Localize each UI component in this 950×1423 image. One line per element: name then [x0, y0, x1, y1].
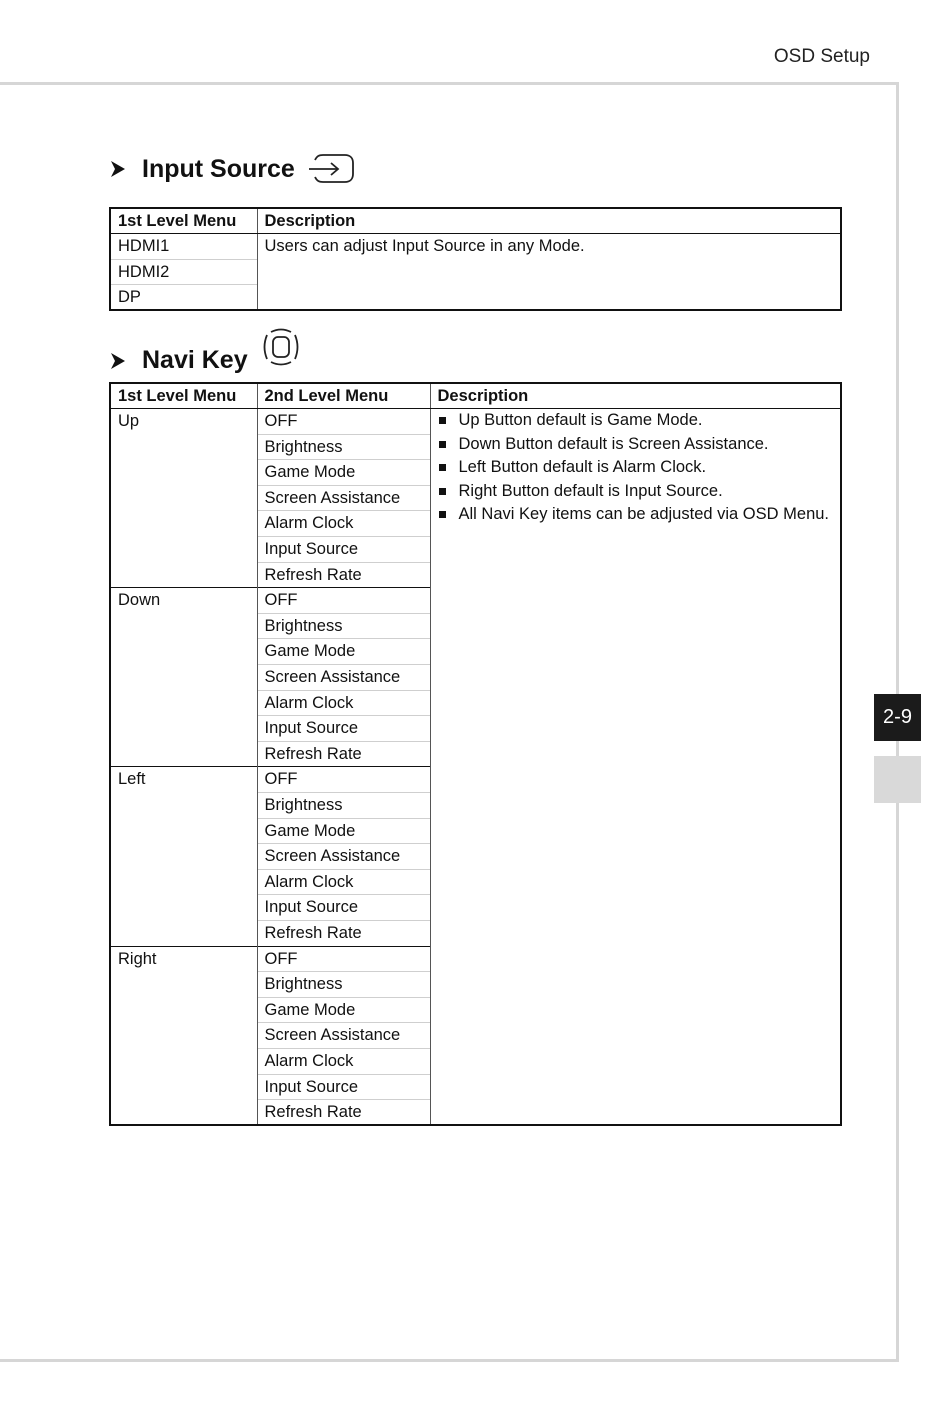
navi-key-option: Alarm Clock [257, 690, 430, 716]
navi-key-option: Input Source [257, 537, 430, 563]
navi-key-option: Refresh Rate [257, 1100, 430, 1126]
chevron-right-icon [110, 160, 126, 178]
navi-key-option: Input Source [257, 1074, 430, 1100]
description-bullet: All Navi Key items can be adjusted via OSD Menu. [438, 503, 841, 527]
navi-key-direction: Left [110, 767, 257, 946]
navi-key-icon [260, 326, 302, 368]
navi-key-option: Screen Assistance [257, 665, 430, 691]
navi-key-option: Alarm Clock [257, 511, 430, 537]
table-cell: HDMI1 [110, 234, 257, 260]
navi-key-option: Game Mode [257, 460, 430, 486]
section-header-label: OSD Setup [773, 46, 870, 67]
navi-key-option: OFF [257, 946, 430, 972]
navi-key-option: Alarm Clock [257, 869, 430, 895]
table-cell: DP [110, 285, 257, 311]
navi-key-direction: Right [110, 946, 257, 1125]
navi-key-option: Refresh Rate [257, 562, 430, 588]
navi-key-description [430, 409, 841, 1126]
description-bullet: Down Button default is Screen Assistance. [438, 433, 841, 457]
navi-key-option: Screen Assistance [257, 485, 430, 511]
navi-key-option: Brightness [257, 972, 430, 998]
navi-key-option: Alarm Clock [257, 1048, 430, 1074]
navi-key-option: Input Source [257, 895, 430, 921]
navi-key-option: OFF [257, 588, 430, 614]
navi-key-option: Refresh Rate [257, 920, 430, 946]
column-header: Description [257, 208, 841, 234]
navi-key-heading [110, 318, 302, 375]
column-header: 2nd Level Menu [257, 383, 430, 409]
navi-key-option: Screen Assistance [257, 1023, 430, 1049]
navi-key-option: Game Mode [257, 818, 430, 844]
navi-key-option: Brightness [257, 434, 430, 460]
navi-key-option: Game Mode [257, 639, 430, 665]
table-cell: HDMI2 [110, 259, 257, 285]
navi-key-option: OFF [257, 767, 430, 793]
navi-key-title: Navi Key [142, 346, 248, 374]
navi-key-option: Refresh Rate [257, 741, 430, 767]
navi-key-direction: Up [110, 409, 257, 588]
navi-key-option: Input Source [257, 716, 430, 742]
input-source-icon [307, 152, 355, 186]
description-bullet-list [438, 409, 841, 527]
navi-key-table [109, 382, 842, 1126]
input-source-table [109, 207, 842, 311]
navi-key-option: OFF [257, 409, 430, 435]
side-tab-marker [874, 756, 921, 803]
chevron-right-icon [110, 352, 126, 370]
input-source-heading [110, 152, 355, 186]
page-number-tab: 2-9 [874, 694, 921, 741]
navi-key-direction: Down [110, 588, 257, 767]
navi-key-option: Brightness [257, 613, 430, 639]
column-header: 1st Level Menu [110, 383, 257, 409]
input-source-title: Input Source [142, 154, 295, 183]
navi-key-option: Screen Assistance [257, 844, 430, 870]
navi-key-option: Game Mode [257, 997, 430, 1023]
description-bullet: Up Button default is Game Mode. [438, 409, 841, 433]
description-bullet: Right Button default is Input Source. [438, 480, 841, 504]
input-source-description: Users can adjust Input Source in any Mode. [264, 237, 585, 256]
column-header: Description [430, 383, 841, 409]
column-header: 1st Level Menu [110, 208, 257, 234]
navi-key-option: Brightness [257, 793, 430, 819]
description-bullet: Left Button default is Alarm Clock. [438, 456, 841, 480]
